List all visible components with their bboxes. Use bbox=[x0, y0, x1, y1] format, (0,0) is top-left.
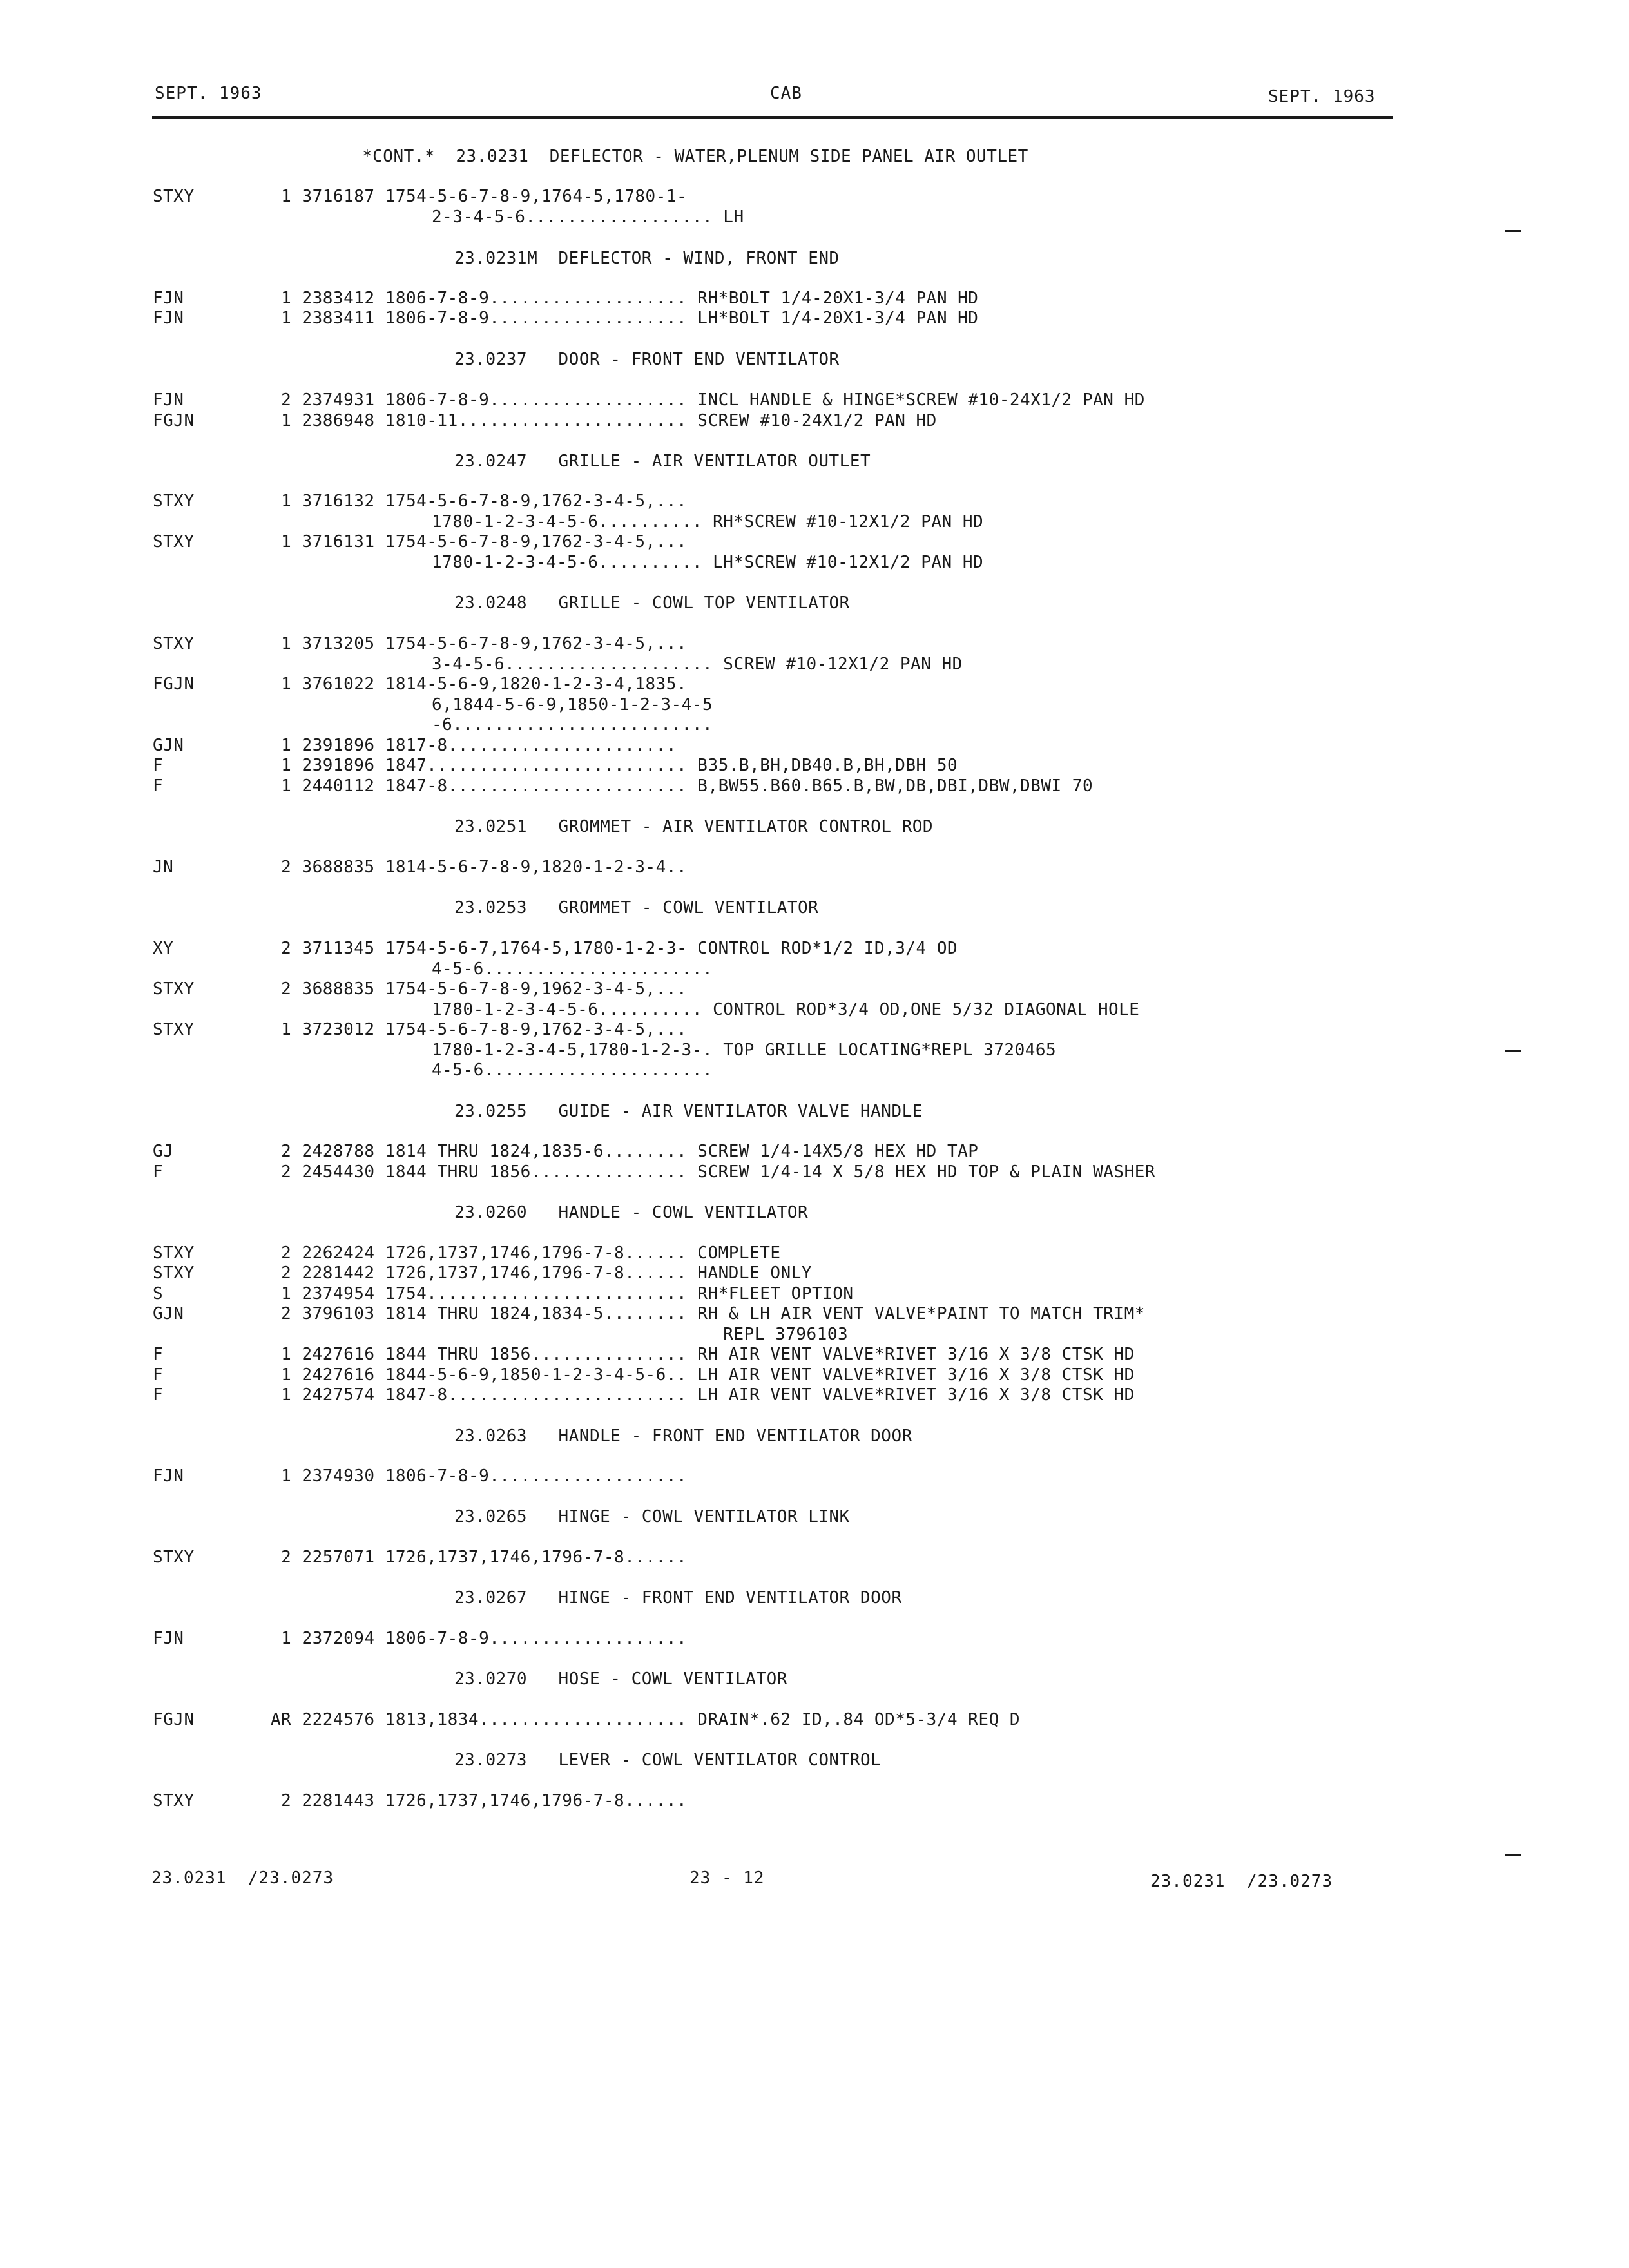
part-line: 2 2281442 1726,1737,1746,1796-7-8...... HANDLE ONLY bbox=[271, 1264, 812, 1283]
page-footer-right: 23.0231 /23.0273 bbox=[1150, 1872, 1333, 1891]
part-line: 1 2374930 1806-7-8-9................... bbox=[271, 1466, 688, 1486]
part-line: 2 2374931 1806-7-8-9................... INCL HANDLE & HINGE*SCREW #10-24X1/2 PAN HD bbox=[271, 390, 1145, 410]
model-code: FGJN bbox=[153, 411, 195, 430]
model-code: F bbox=[153, 756, 164, 775]
part-line: 1 2391896 1847......................... B35.B,BH,DB40.B,BH,DBH 50 bbox=[271, 756, 958, 775]
part-line: 2 2257071 1726,1737,1746,1796-7-8...... bbox=[271, 1548, 688, 1567]
section-heading: 23.0251 GROMMET - AIR VENTILATOR CONTROL ROD bbox=[454, 817, 934, 836]
part-line: 1 2374954 1754......................... RH*FLEET OPTION bbox=[271, 1284, 854, 1303]
model-code: S bbox=[153, 1284, 164, 1303]
section-heading: 23.0255 GUIDE - AIR VENTILATOR VALVE HANDLE bbox=[454, 1102, 923, 1121]
model-code: STXY bbox=[153, 1548, 195, 1567]
part-line: 1 3716132 1754-5-6-7-8-9,1762-3-4-5,... bbox=[271, 492, 688, 511]
page-header-center: CAB bbox=[770, 84, 802, 103]
part-line: 1 2383411 1806-7-8-9................... LH*BOLT 1/4-20X1-3/4 PAN HD bbox=[271, 309, 979, 328]
section-heading: 23.0270 HOSE - COWL VENTILATOR bbox=[454, 1669, 787, 1689]
part-line: 1 3716131 1754-5-6-7-8-9,1762-3-4-5,... bbox=[271, 532, 688, 552]
section-heading: 23.0231M DEFLECTOR - WIND, FRONT END bbox=[454, 249, 840, 268]
section-heading: 23.0267 HINGE - FRONT END VENTILATOR DOOR bbox=[454, 1588, 902, 1608]
section-heading: 23.0260 HANDLE - COWL VENTILATOR bbox=[454, 1203, 809, 1222]
model-code: STXY bbox=[153, 492, 195, 511]
model-code: FJN bbox=[153, 289, 184, 308]
part-line: 2 2454430 1844 THRU 1856............... SCREW 1/4-14 X 5/8 HEX HD TOP & PLAIN WASHER bbox=[271, 1162, 1156, 1182]
part-line: 1 2383412 1806-7-8-9................... RH*BOLT 1/4-20X1-3/4 PAN HD bbox=[271, 289, 979, 308]
section-heading: 23.0247 GRILLE - AIR VENTILATOR OUTLET bbox=[454, 452, 871, 471]
part-line: 1 3761022 1814-5-6-9,1820-1-2-3-4,1835. bbox=[271, 675, 688, 694]
part-line: AR 2224576 1813,1834.................... DRAIN*.62 ID,.84 OD*5-3/4 REQ D bbox=[271, 1710, 1021, 1729]
section-heading: 23.0273 LEVER - COWL VENTILATOR CONTROL bbox=[454, 1751, 882, 1770]
model-code: FGJN bbox=[153, 675, 195, 694]
part-line: 1 2372094 1806-7-8-9................... bbox=[271, 1629, 688, 1648]
part-line: 1 3716187 1754-5-6-7-8-9,1764-5,1780-1- bbox=[271, 187, 688, 206]
part-line-continuation: REPL 3796103 bbox=[432, 1325, 849, 1344]
part-line-continuation: 6,1844-5-6-9,1850-1-2-3-4-5 bbox=[432, 695, 713, 715]
model-code: JN bbox=[153, 858, 174, 877]
model-code: GJN bbox=[153, 736, 184, 755]
part-line: 2 2262424 1726,1737,1746,1796-7-8...... COMPLETE bbox=[271, 1244, 781, 1263]
part-line: 2 3711345 1754-5-6-7,1764-5,1780-1-2-3- CONTROL ROD*1/2 ID,3/4 OD bbox=[271, 939, 958, 958]
model-code: STXY bbox=[153, 187, 195, 206]
model-code: FJN bbox=[153, 390, 184, 410]
margin-mark bbox=[1505, 1050, 1521, 1052]
page-header-left: SEPT. 1963 bbox=[155, 84, 262, 103]
model-code: F bbox=[153, 1345, 164, 1364]
part-line: 1 2386948 1810-11...................... SCREW #10-24X1/2 PAN HD bbox=[271, 411, 937, 430]
part-line-continuation: 1780-1-2-3-4-5-6.......... LH*SCREW #10-12X1/2 PAN HD bbox=[432, 553, 984, 572]
part-line: 1 3713205 1754-5-6-7-8-9,1762-3-4-5,... bbox=[271, 634, 688, 653]
page-footer-left: 23.0231 /23.0273 bbox=[151, 1869, 334, 1888]
margin-mark bbox=[1505, 1854, 1521, 1856]
part-line: 2 3796103 1814 THRU 1824,1834-5........ RH & LH AIR VENT VALVE*PAINT TO MATCH TRIM* bbox=[271, 1304, 1145, 1323]
model-code: STXY bbox=[153, 1244, 195, 1263]
model-code: FJN bbox=[153, 1466, 184, 1486]
part-line: 1 2427616 1844 THRU 1856............... RH AIR VENT VALVE*RIVET 3/16 X 3/8 CTSK HD bbox=[271, 1345, 1135, 1364]
model-code: STXY bbox=[153, 1020, 195, 1039]
model-code: STXY bbox=[153, 532, 195, 552]
section-heading: *CONT.* 23.0231 DEFLECTOR - WATER,PLENUM SIDE PANEL AIR OUTLET bbox=[362, 147, 1028, 166]
part-line-continuation: 3-4-5-6.................... SCREW #10-12X1/2 PAN HD bbox=[432, 655, 963, 674]
section-heading: 23.0253 GROMMET - COWL VENTILATOR bbox=[454, 898, 819, 918]
section-heading: 23.0237 DOOR - FRONT END VENTILATOR bbox=[454, 350, 840, 369]
part-line: 1 2427616 1844-5-6-9,1850-1-2-3-4-5-6.. LH AIR VENT VALVE*RIVET 3/16 X 3/8 CTSK HD bbox=[271, 1365, 1135, 1385]
model-code: STXY bbox=[153, 1264, 195, 1283]
model-code: F bbox=[153, 1385, 164, 1405]
part-line-continuation: 1780-1-2-3-4-5,1780-1-2-3-. TOP GRILLE LOCATING*REPL 3720465 bbox=[432, 1041, 1057, 1060]
model-code: STXY bbox=[153, 1791, 195, 1811]
model-code: FGJN bbox=[153, 1710, 195, 1729]
part-line: 2 3688835 1814-5-6-7-8-9,1820-1-2-3-4.. bbox=[271, 858, 688, 877]
part-line: 2 2428788 1814 THRU 1824,1835-6........ SCREW 1/4-14X5/8 HEX HD TAP bbox=[271, 1142, 979, 1161]
part-line: 2 3688835 1754-5-6-7-8-9,1962-3-4-5,... bbox=[271, 979, 688, 999]
model-code: F bbox=[153, 1162, 164, 1182]
part-line: 1 2427574 1847-8....................... LH AIR VENT VALVE*RIVET 3/16 X 3/8 CTSK HD bbox=[271, 1385, 1135, 1405]
model-code: STXY bbox=[153, 979, 195, 999]
part-line-continuation: 1780-1-2-3-4-5-6.......... CONTROL ROD*3/4 OD,ONE 5/32 DIAGONAL HOLE bbox=[432, 1000, 1140, 1019]
model-code: STXY bbox=[153, 634, 195, 653]
model-code: FJN bbox=[153, 1629, 184, 1648]
page-header-right: SEPT. 1963 bbox=[1268, 87, 1376, 106]
model-code: GJN bbox=[153, 1304, 184, 1323]
margin-mark bbox=[1505, 230, 1521, 232]
model-code: XY bbox=[153, 939, 174, 958]
part-line-continuation: 4-5-6...................... bbox=[432, 1061, 713, 1080]
model-code: FJN bbox=[153, 309, 184, 328]
part-line-continuation: 4-5-6...................... bbox=[432, 959, 713, 979]
part-line: 1 3723012 1754-5-6-7-8-9,1762-3-4-5,... bbox=[271, 1020, 688, 1039]
part-line: 2 2281443 1726,1737,1746,1796-7-8...... bbox=[271, 1791, 688, 1811]
section-heading: 23.0263 HANDLE - FRONT END VENTILATOR DOOR bbox=[454, 1427, 912, 1446]
model-code: F bbox=[153, 1365, 164, 1385]
model-code: GJ bbox=[153, 1142, 174, 1161]
part-line: 1 2391896 1817-8...................... bbox=[271, 736, 677, 755]
part-line-continuation: 2-3-4-5-6.................. LH bbox=[432, 207, 744, 227]
section-heading: 23.0248 GRILLE - COWL TOP VENTILATOR bbox=[454, 593, 850, 613]
part-line: 1 2440112 1847-8....................... B,BW55.B60.B65.B,BW,DB,DBI,DBW,DBWI 70 bbox=[271, 776, 1094, 796]
section-heading: 23.0265 HINGE - COWL VENTILATOR LINK bbox=[454, 1507, 850, 1526]
page-number: 23 - 12 bbox=[689, 1869, 765, 1888]
header-rule bbox=[152, 116, 1393, 119]
part-line-continuation: -6......................... bbox=[432, 715, 713, 735]
part-line-continuation: 1780-1-2-3-4-5-6.......... RH*SCREW #10-12X1/2 PAN HD bbox=[432, 512, 984, 532]
model-code: F bbox=[153, 776, 164, 796]
